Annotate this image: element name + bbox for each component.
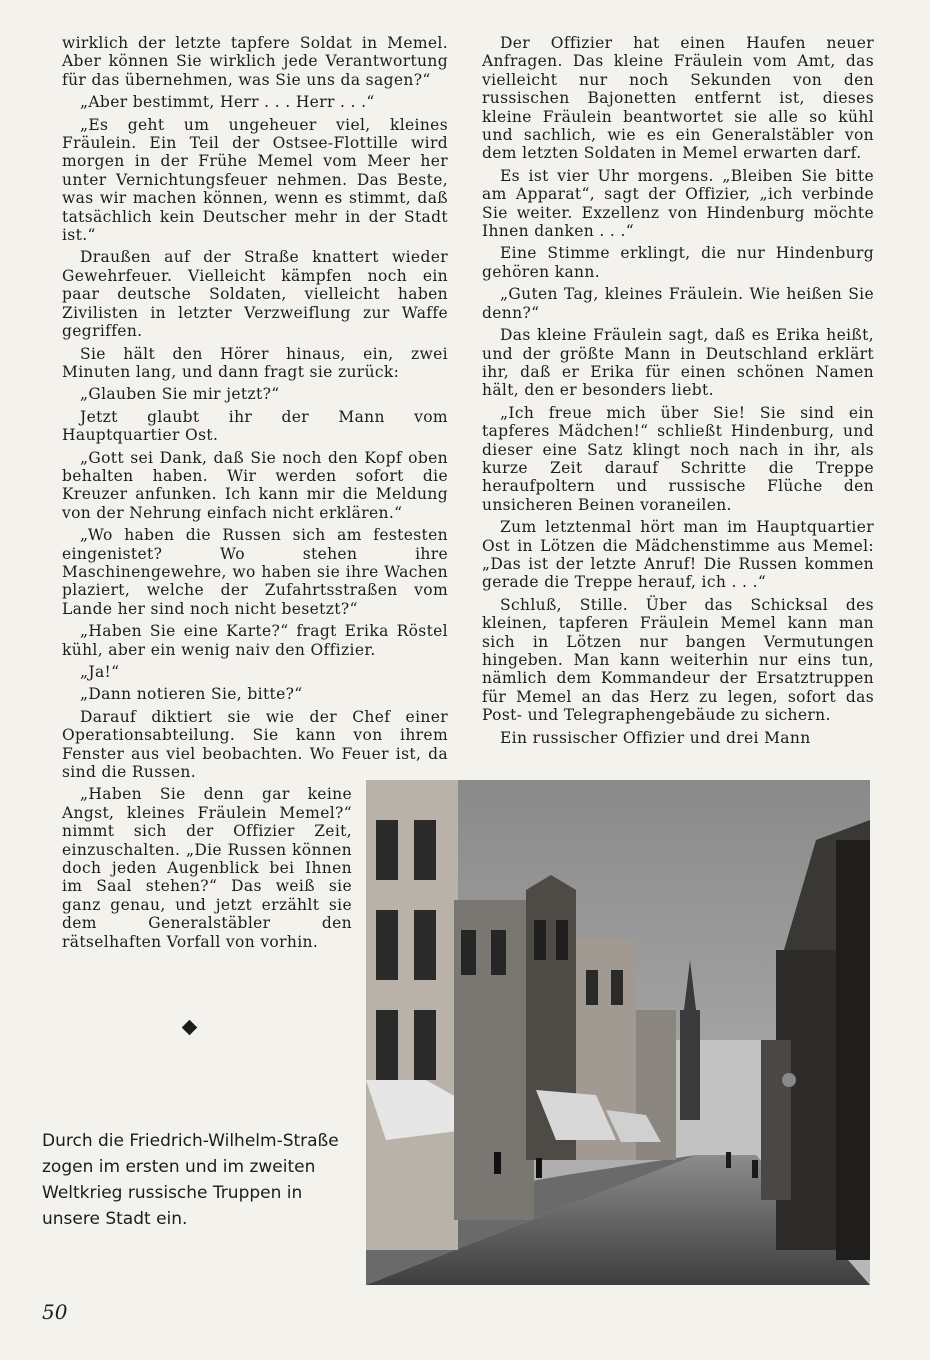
paragraph: „Haben Sie denn gar keine Angst, kleines Fräulein Memel?“ nimmt sich der Offizier Zeit, einzuschalten. „Die Russen können doch jeden Augenblick bei Ihnen im Saal stehen?“ Das weiß sie ganz genau, und jetzt erzählt sie dem Generalstäbler den rätselhaften Vorfall von vorhin. xyxy=(62,785,352,951)
paragraph: Es ist vier Uhr morgens. „Bleiben Sie bitte am Apparat“, sagt der Offizier, „ich verbinde Sie weiter. Exzellenz von Hindenburg möchte Ihnen danken . . .“ xyxy=(482,166,874,241)
paragraph: „Es geht um ungeheuer viel, kleines Fräulein. Ein Teil der Ostsee-Flottille wird morgen in der Frühe Memel vom Meer her unter Vernichtungsfeuer nehmen. Das Beste, was wir machen können, wenn es stimmt, daß tatsächlich kein Deutscher mehr in der Stadt ist.“ xyxy=(62,115,448,245)
section-ornament xyxy=(182,1020,198,1036)
paragraph: „Ich freue mich über Sie! Sie sind ein tapferes Mädchen!“ schließt Hindenburg, und dieser eine Satz klingt noch nach in ihr, als kurze Zeit darauf Schritte die Treppe heraufpoltern und russische Flüche den unsicheren Beinen voraneilen. xyxy=(482,403,874,514)
paragraph: Das kleine Fräulein sagt, daß es Erika heißt, und der größte Mann in Deutschland erklärt ihr, daß er Erika für einen schönen Namen hält, den er besonders liebt. xyxy=(482,326,874,400)
caption-line: zogen im ersten und im zweiten xyxy=(42,1157,316,1177)
paragraph: Sie hält den Hörer hinaus, ein, zwei Minuten lang, und dann fragt sie zurück: xyxy=(62,344,448,381)
paragraph: Darauf diktiert sie wie der Chef einer Operationsabteilung. Sie kann von ihrem Fenster aus viel beobachten. Wo Feuer ist, da sind die Russen. xyxy=(62,707,448,782)
paragraph: „Haben Sie eine Karte?“ fragt Erika Röstel kühl, aber ein wenig naiv den Offizier. xyxy=(62,622,448,659)
paragraph: „Guten Tag, kleines Fräulein. Wie heißen Sie denn?“ xyxy=(482,285,874,322)
paragraph: Der Offizier hat einen Haufen neuer Anfragen. Das kleine Fräulein vom Amt, das vielleicht nur noch Sekunden von den russischen Bajonetten entfernt ist, dieses kleine Fräulein beantwortet sie alle so kühl und sachlich, wie es ein Generalstäbler von dem letzten Soldaten in Memel erwarten darf. xyxy=(482,34,874,163)
paragraph: „Ja!“ xyxy=(80,663,120,681)
paragraph: „Glauben Sie mir jetzt?“ xyxy=(80,385,280,404)
paragraph: Zum letztenmal hört man im Hauptquartier Ost in Lötzen die Mädchenstimme aus Memel: „Das ist der letzte Anruf! Die Russen kommen gerade die Treppe herauf, ich . . .“ xyxy=(482,518,874,592)
paragraph: Schluß, Stille. Über das Schicksal des kleinen, tapferen Fräulein Memel kann man sich in Lötzen nur bangen Vermutungen hingeben. Man kann weiterhin nur eins tun, nämlich dem Kommandeur der Ersatztruppen für Memel an das Herz zu legen, sofort das Post- und Telegraphengebäude zu sichern. xyxy=(482,595,874,725)
photo-caption xyxy=(42,1128,352,1232)
paragraph: „Aber bestimmt, Herr . . . Herr . . .“ xyxy=(80,93,375,112)
caption-line: Durch die Friedrich-Wilhelm-Straße xyxy=(42,1131,339,1151)
paragraph: wirklich der letzte tapfere Soldat in Memel. Aber können Sie wirklich jede Verantwortung für das übernehmen, was Sie uns da sagen?“ xyxy=(62,34,448,89)
paragraph: Ein russischer Offizier und drei Mann xyxy=(500,728,811,747)
street-photo xyxy=(366,780,870,1285)
paragraph: „Dann notieren Sie, bitte?“ xyxy=(80,685,303,704)
caption-line: Weltkrieg russische Truppen in xyxy=(42,1183,303,1203)
paragraph: „Gott sei Dank, daß Sie noch den Kopf oben behalten haben. Wir werden sofort die Kreuzer anfunken. Ich kann mir die Meldung von der Nehrung einfach nicht erklären.“ xyxy=(62,448,448,522)
right-text-column xyxy=(482,34,874,751)
paragraph: Jetzt glaubt ihr der Mann vom Hauptquartier Ost. xyxy=(62,407,448,445)
page-number: 50 xyxy=(42,1300,68,1324)
paragraph: Draußen auf der Straße knattert wieder Gewehrfeuer. Vielleicht kämpfen noch ein paar deutsche Soldaten, vielleicht haben Zivilisten in letzter Verzweiflung zur Waffe gegriffen. xyxy=(62,248,448,341)
paragraph: Eine Stimme erklingt, die nur Hindenburg gehören kann. xyxy=(482,244,874,281)
paragraph: „Wo haben die Russen sich am festesten eingenistet? Wo stehen ihre Maschinengewehre, wo haben sie ihre Wachen plaziert, welche der Zufahrtsstraßen vom Lande her sind noch nicht besetzt?“ xyxy=(62,526,448,618)
caption-line: unsere Stadt ein. xyxy=(42,1209,188,1229)
